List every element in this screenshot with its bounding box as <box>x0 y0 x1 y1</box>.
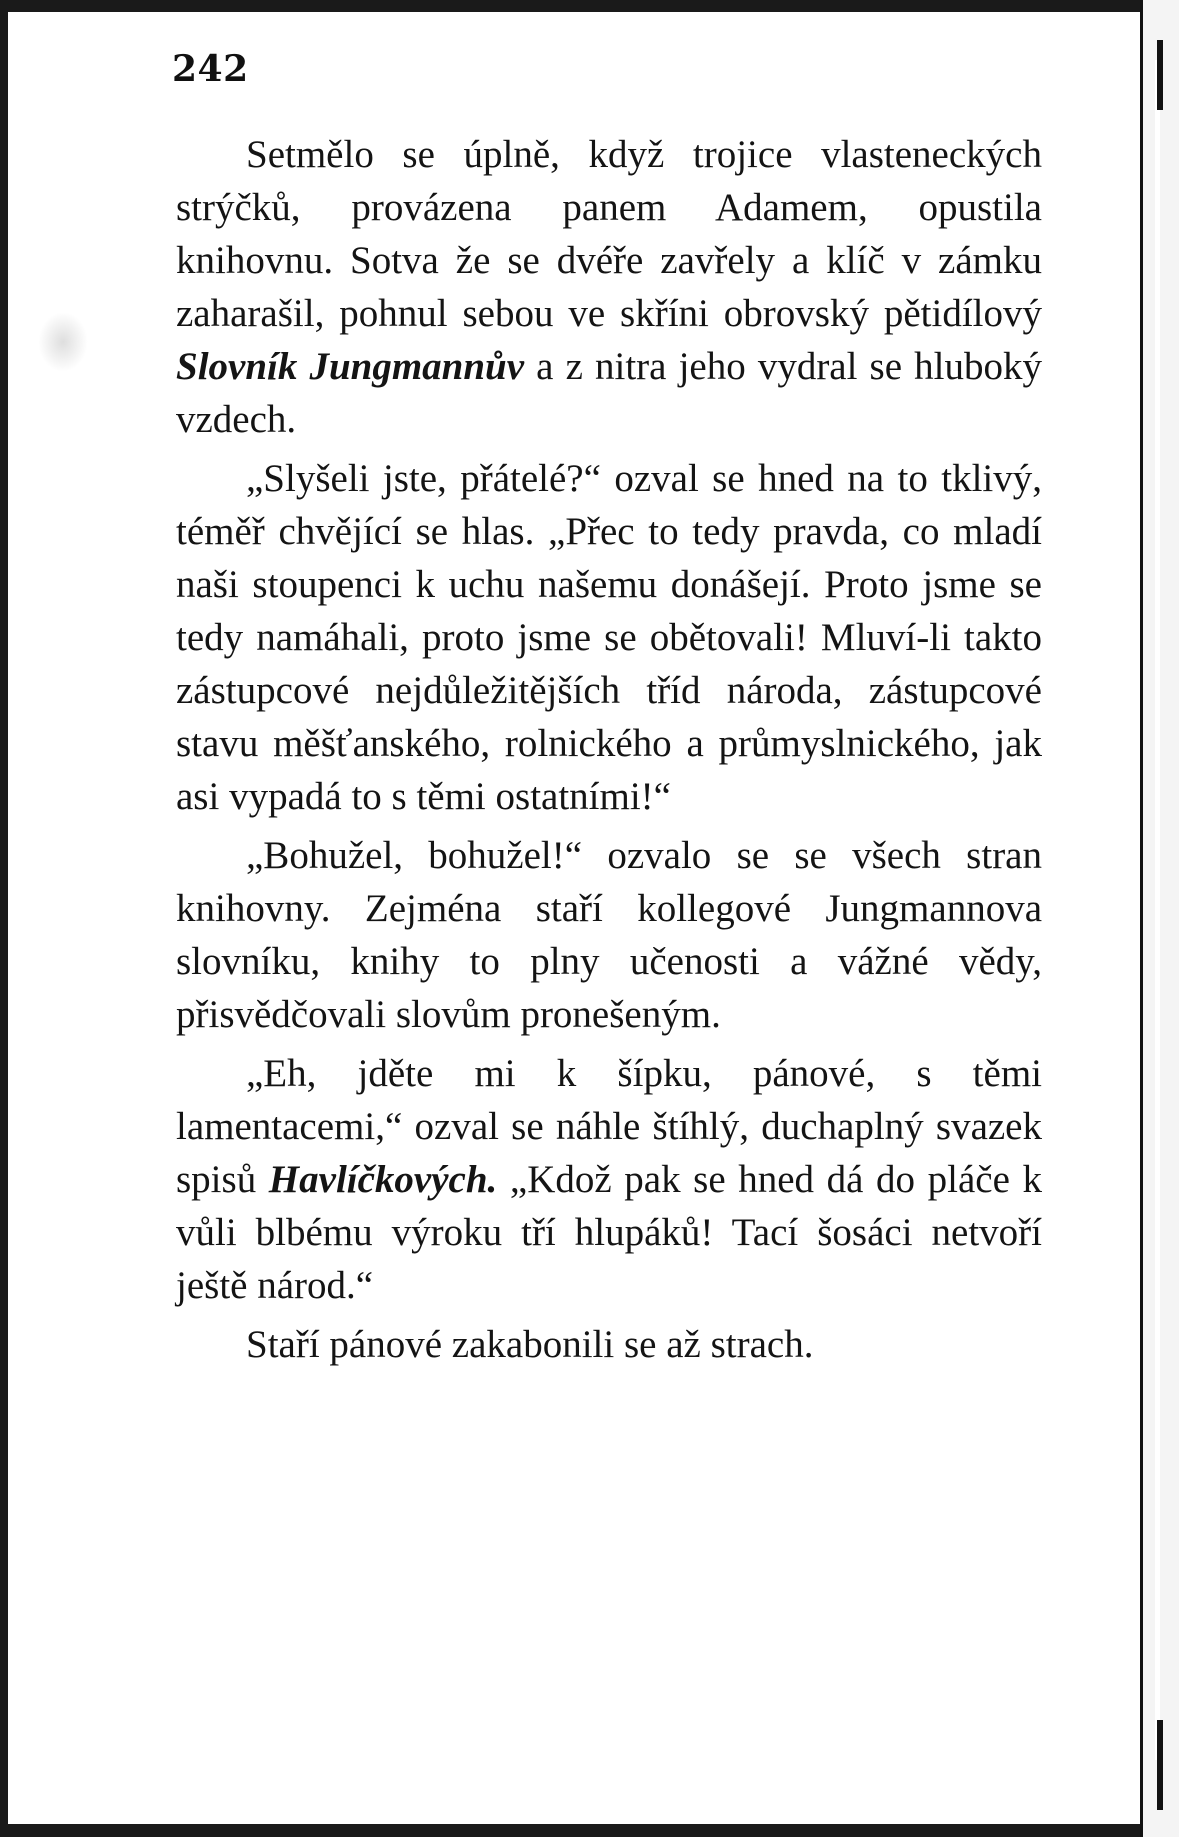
paper-smudge <box>38 312 88 372</box>
italic-title-slovnik: Slovník Jungmannův <box>176 345 525 388</box>
text-segment: Setmělo se úplně, když trojice vlastenеckých strýčků, provázena panem Adamem, opustila knihovnu. Sotva že se dvéře zavřely a klíč v zámku zaharašil, pohnul sebou ve skříni obrovský pětidílový <box>176 133 1042 335</box>
paragraph-1 <box>176 128 1042 446</box>
body-text <box>176 128 1042 1377</box>
paragraph-4 <box>176 1047 1042 1312</box>
edge-highlight <box>1155 60 1160 1760</box>
paragraph-5 <box>176 1318 1042 1371</box>
page-number: 242 <box>172 48 249 90</box>
italic-title-havlicek: Havlíčkových. <box>268 1158 498 1201</box>
edge-mark <box>1157 1720 1163 1810</box>
page-edge-binding <box>1140 0 1179 1837</box>
text-segment: „Kdož pak se hned dá do pláče k vůli blbému výroku tří hlupáků! Tací šosáci netvoří ještě národ.“ <box>176 1158 1043 1307</box>
edge-mark <box>1157 40 1163 110</box>
paragraph-3 <box>176 829 1042 1041</box>
text-segment: a z nitra jeho vydral se hluboký vzdech. <box>176 345 1042 441</box>
text-segment: „Slyšeli jste, přátelé?“ ozval se hned na to tklivý, téměř chvějící se hlas. „Přec to tedy pravda, co mladí naši stoupenci k uchu našemu donášejí. Proto jsme se tedy namáhali, proto jsme se obětovali! Mluví-li takto zástupcové nejdůležitějších tříd národa, zástupcové stavu měšťanského, rolnického a průmyslnického, jak asi vypadá to s těmi ostatními!“ <box>176 457 1042 818</box>
paragraph-2 <box>176 452 1042 823</box>
text-segment: „Bohužel, bohužel!“ ozvalo se se všech stran knihovny. Zejména staří kollegové Jungmannova slovníku, knihy to plny učenosti a vážné vědy, přisvědčovali slovům pronešeným. <box>176 834 1042 1036</box>
book-page <box>8 12 1140 1824</box>
text-segment: Staří pánové zakabonili se až strach. <box>246 1323 814 1366</box>
text-segment: „Eh, jděte mi k šípku, pánové, s těmi lamentacemi,“ ozval se náhle štíhlý, duchaplný svazek spisů <box>176 1052 1042 1201</box>
